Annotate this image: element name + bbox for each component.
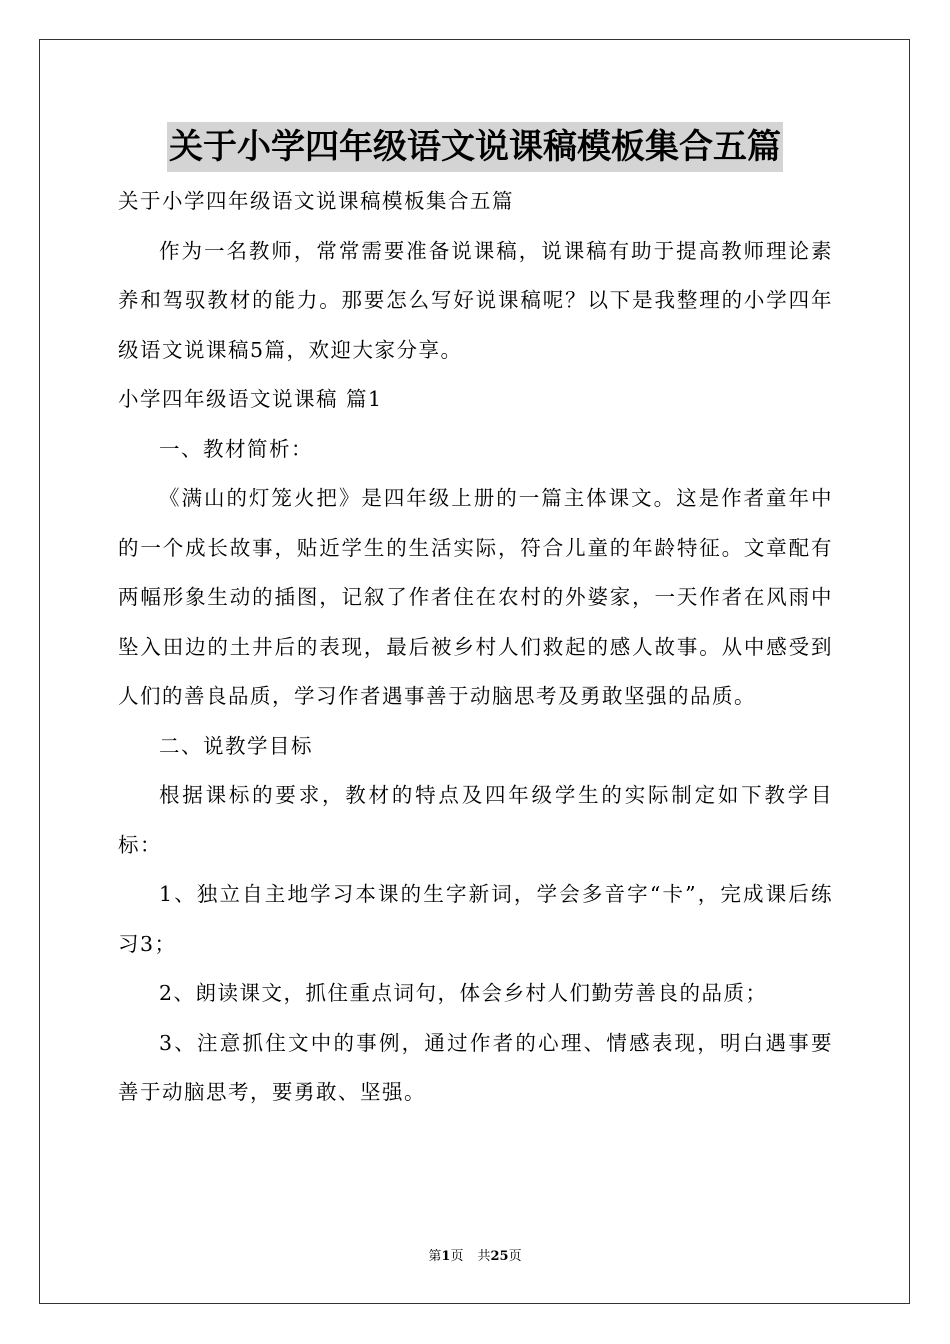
goal-item-2: 2、朗读课文，抓住重点词句，体会乡村人们勤劳善良的品质； [159, 981, 768, 1005]
title-container [0, 122, 950, 172]
teaching-goals-paragraph: 根据课标的要求，教材的特点及四年级学生的实际制定如下教学目标： [118, 783, 833, 857]
goal-item-1: 1、独立自主地学习本课的生字新词，学会多音字“卡”，完成课后练习3； [118, 882, 833, 956]
total-pages: 25 [490, 1249, 509, 1264]
subheading-teaching-goals: 二、说教学目标 [159, 733, 313, 758]
total-prefix: 共 [477, 1249, 491, 1264]
subtitle-line: 关于小学四年级语文说课稿模板集合五篇 [118, 189, 514, 213]
textbook-analysis-paragraph: 《满山的灯笼火把》是四年级上册的一篇主体课文。这是作者童年中的一个成长故事，贴近学生的生活实际，符合儿童的年龄特征。文章配有两幅形象生动的插图，记叙了作者住在农村的外婆家，一天作者在风雨中坠入田边的土井后的表现，最后被乡村人们救起的感人故事。从中感受到人们的善良品质，学习作者遇事善于动脑思考及勇敢坚强的品质。 [118, 486, 833, 708]
subheading-textbook-analysis: 一、教材简析： [159, 436, 313, 461]
page-footer [0, 1248, 950, 1266]
goal-item-3: 3、注意抓住文中的事例，通过作者的心理、情感表现，明白遇事要善于动脑思考，要勇敢、坚强。 [118, 1030, 833, 1104]
document-body [118, 177, 833, 1118]
total-suffix: 页 [508, 1249, 522, 1264]
document-title: 关于小学四年级语文说课稿模板集合五篇 [167, 122, 783, 172]
section-heading: 小学四年级语文说课稿 篇1 [118, 387, 383, 411]
page-number: 1 [441, 1249, 451, 1264]
intro-paragraph: 作为一名教师，常常需要准备说课稿，说课稿有助于提高教师理论素养和驾驭教材的能力。那要怎么写好说课稿呢？以下是我整理的小学四年级语文说课稿5篇，欢迎大家分享。 [118, 238, 833, 362]
page-prefix: 第 [428, 1249, 442, 1264]
page-suffix: 页 [450, 1249, 464, 1264]
